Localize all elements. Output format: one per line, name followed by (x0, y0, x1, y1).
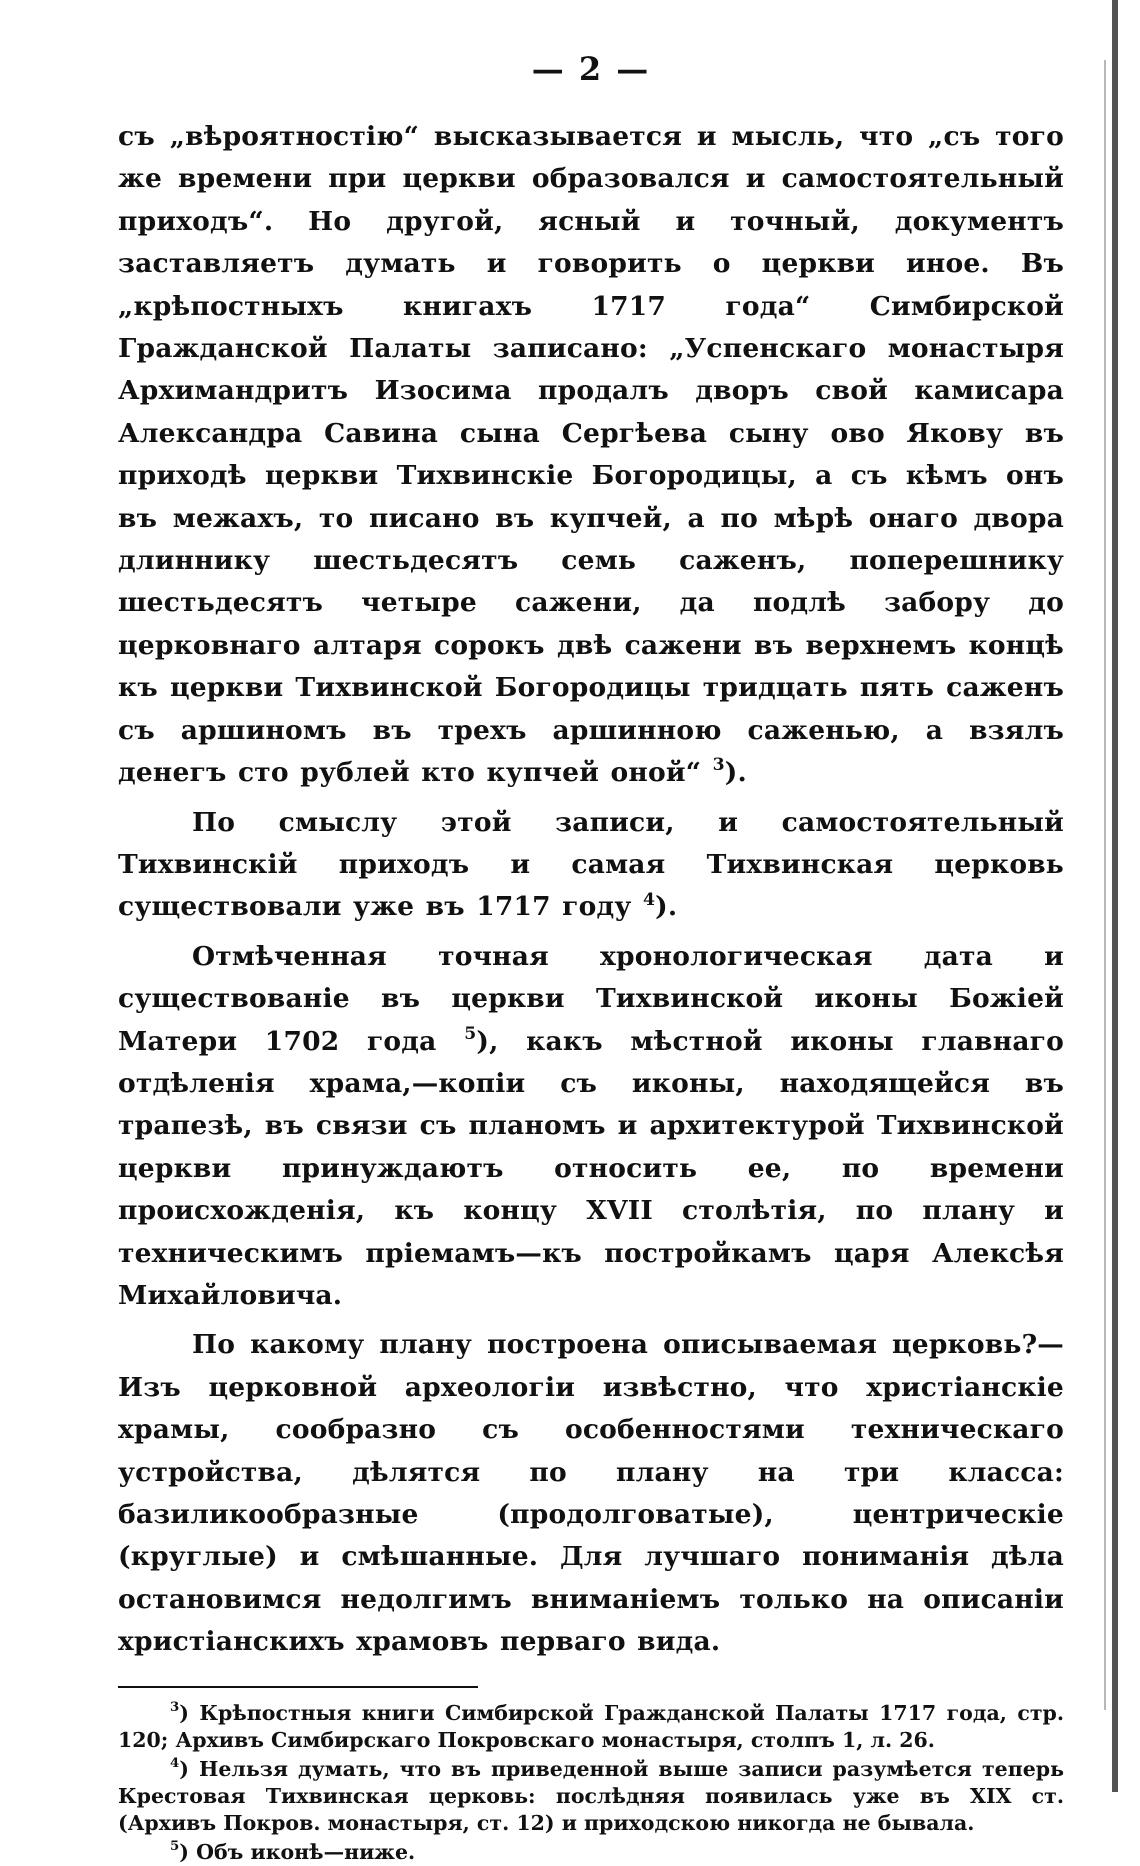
footnote-mark-5: 5 (170, 1838, 180, 1855)
footnote-4 (118, 1756, 1064, 1837)
paragraph-2 (118, 802, 1064, 929)
footnote-3-text: ) Крѣпостныя книги Симбирской Гражданской Палаты 1717 года, стр. 120; Архивъ Симбирскаго Покровскаго монастыря, столпъ 1, л. 26. (118, 1700, 1064, 1752)
footnotes (118, 1700, 1064, 1866)
footnote-ref-5: 5 (464, 1023, 477, 1044)
footnote-ref-4: 4 (642, 889, 656, 910)
paragraph-3-continuation: , какъ мѣстной иконы главнаго отдѣленія храма,—копіи съ иконы, находящейся въ трапезѣ, въ связи съ планомъ и архитектурой Тихвинской церкви принуждаютъ относить ее, по времени происхожденія, къ концу XVII столѣтія, по плану и техническимъ пріемамъ—къ постройкамъ царя Алексѣя Михайловича. (118, 1025, 1065, 1311)
footnote-5 (118, 1839, 1064, 1866)
page-number: — 2 — (531, 50, 651, 88)
book-page (118, 50, 1064, 1866)
paragraph-2-text: По смыслу этой записи, и самостоятельный Тихвинскій приходъ и самая Тихвинская церковь существовали уже въ 1717 году (118, 806, 1064, 923)
footnote-3 (118, 1700, 1064, 1754)
footnote-mark-4: 4 (170, 1755, 180, 1772)
paragraph-3 (118, 936, 1064, 1318)
paragraph-1-text: съ „вѣроятностію“ высказывается и мысль, что „съ того же времени при церкви образовался и самостоятельный приходъ“. Но другой, ясный и точный, документъ заставляетъ думать и говорить о церкви иное. Въ „крѣпостныхъ книгахъ 1717 года“ Симбирской Гражданской Палаты записано: „Успенскаго монастыря Архимандритъ Изосима продалъ дворъ свой камисара Александра Савина сына Сергѣева сыну ово Якову въ приходѣ церкви Тихвинскіе Богородицы, а съ кѣмъ онъ въ межахъ, то писано въ купчей, а по мѣрѣ онаго двора длиннику шестьдесятъ семь саженъ, поперешнику шестьдесятъ четыре сажени, да подлѣ забору до церковнаго алтаря сорокъ двѣ сажени въ верхнемъ концѣ къ церкви Тихвинской Богородицы тридцать пять саженъ съ аршиномъ въ трехъ аршинною саженью, а взялъ денегъ сто рублей кто купчей оной“ (118, 121, 1064, 789)
paragraph-3-text: Отмѣченная точная хронологическая дата и существованіе въ церкви Тихвинской иконы Божіей Матери 1702 года (118, 940, 1064, 1057)
footnote-4-text: ) Нельзя думать, что въ приведенной выше записи разумѣется теперь Крестовая Тихвинская церковь: послѣдняя появилась уже въ XIX ст. (Архивъ Покров. монастыря, ст. 12) и приходскою никогда не бывала. (118, 1756, 1064, 1835)
paragraph-1 (118, 116, 1064, 795)
ref-close: ). (724, 757, 747, 789)
book-binding-edge (1112, 0, 1118, 1792)
footnote-ref-3: 3 (712, 755, 725, 776)
ref-close: ) (476, 1025, 490, 1057)
ref-close: ). (655, 891, 678, 923)
footnote-mark-3: 3 (170, 1699, 180, 1716)
main-text (118, 116, 1064, 1664)
book-binding-shadow (1104, 60, 1106, 1710)
paragraph-4: По какому плану построена описываемая церковь?—Изъ церковной археологіи извѣстно, что христіанскіе храмы, сообразно съ особенностями техническаго устройства, дѣлятся по плану на три класса: базиликообразные (продолговатые), центрическіе (круглые) и смѣшанные. Для лучшаго пониманія дѣла остановимся недолгимъ вниманіемъ только на описаніи христіанскихъ храмовъ перваго вида. (118, 1329, 1064, 1658)
footnote-divider (118, 1686, 478, 1688)
footnote-5-text: ) Объ иконѣ—ниже. (179, 1839, 416, 1864)
